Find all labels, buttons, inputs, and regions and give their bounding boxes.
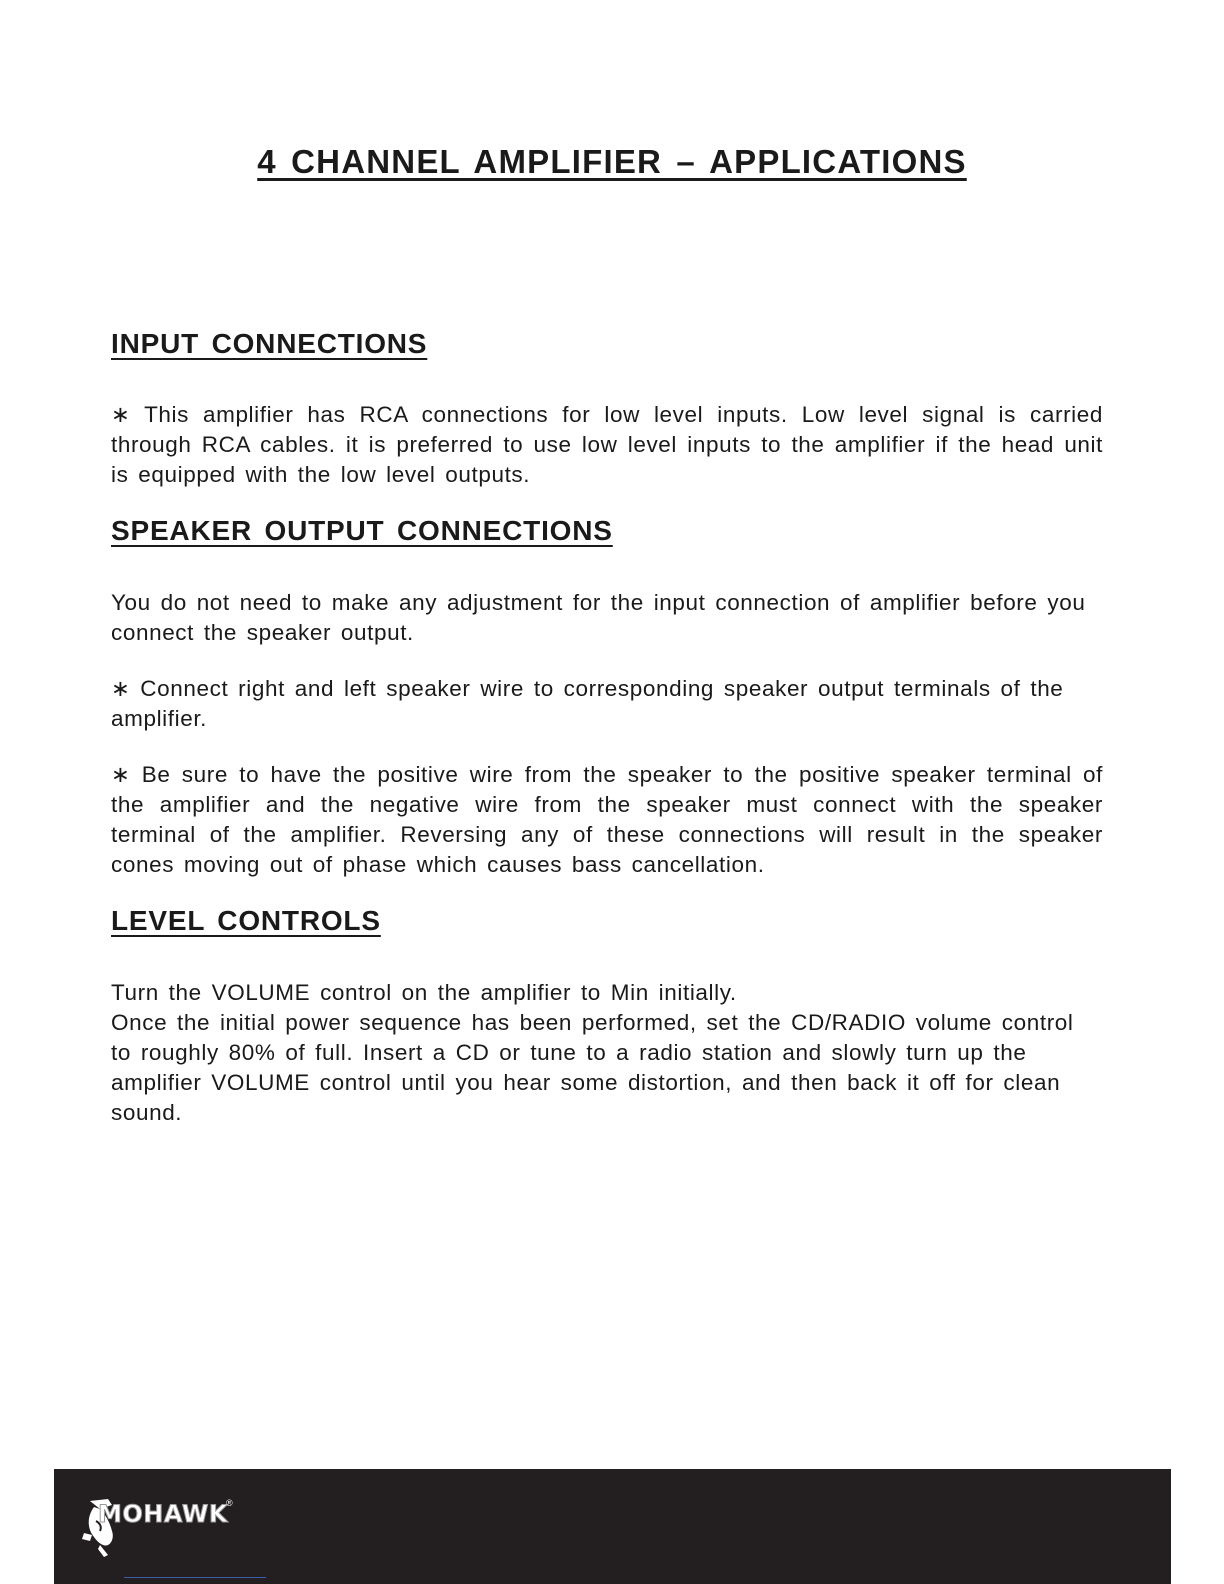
- footer-bar: [54, 1469, 1171, 1584]
- heading-level-controls: LEVEL CONTROLS: [111, 905, 381, 936]
- heading-speaker-output-connections: SPEAKER OUTPUT CONNECTIONS: [111, 515, 613, 546]
- paragraph-level-volume-min: Turn the VOLUME control on the amplifier to Min initially.: [111, 980, 737, 1005]
- heading-input-connections: INPUT CONNECTIONS: [111, 328, 428, 359]
- page-title: 4 CHANNEL AMPLIFIER – APPLICATIONS: [257, 143, 967, 180]
- footer-link-underline[interactable]: [124, 1577, 266, 1578]
- paragraph-speaker-no-adjustment: You do not need to make any adjustment for the input connection of amplifier before you connect the speaker output.: [111, 590, 1086, 645]
- brand-wordmark: MOHAWK: [98, 1500, 228, 1528]
- paragraph-speaker-polarity: ∗ Be sure to have the positive wire from the speaker to the positive speaker terminal of the amplifier and the negative wire from the speaker must connect with the speaker terminal of the amplifier. Reversing any of these connections will result in the speaker cones moving out of phase which causes bass cancellation.: [111, 762, 1103, 877]
- registered-mark: ®: [226, 1498, 233, 1508]
- paragraph-speaker-connect-wires: ∗ Connect right and left speaker wire to corresponding speaker output terminals of the amplifier.: [111, 676, 1064, 731]
- paragraph-input-rca: ∗ This amplifier has RCA connections for low level inputs. Low level signal is carried through RCA cables. it is preferred to use low level inputs to the amplifier if the head unit is equipped with the low level outputs.: [111, 402, 1103, 487]
- paragraph-level-adjust-procedure: Once the initial power sequence has been performed, set the CD/RADIO volume control to roughly 80% of full. Insert a CD or tune to a radio station and slowly turn up the amplifier VOLUME control until you hear some distortion, and then back it off for clean sound.: [111, 1010, 1074, 1125]
